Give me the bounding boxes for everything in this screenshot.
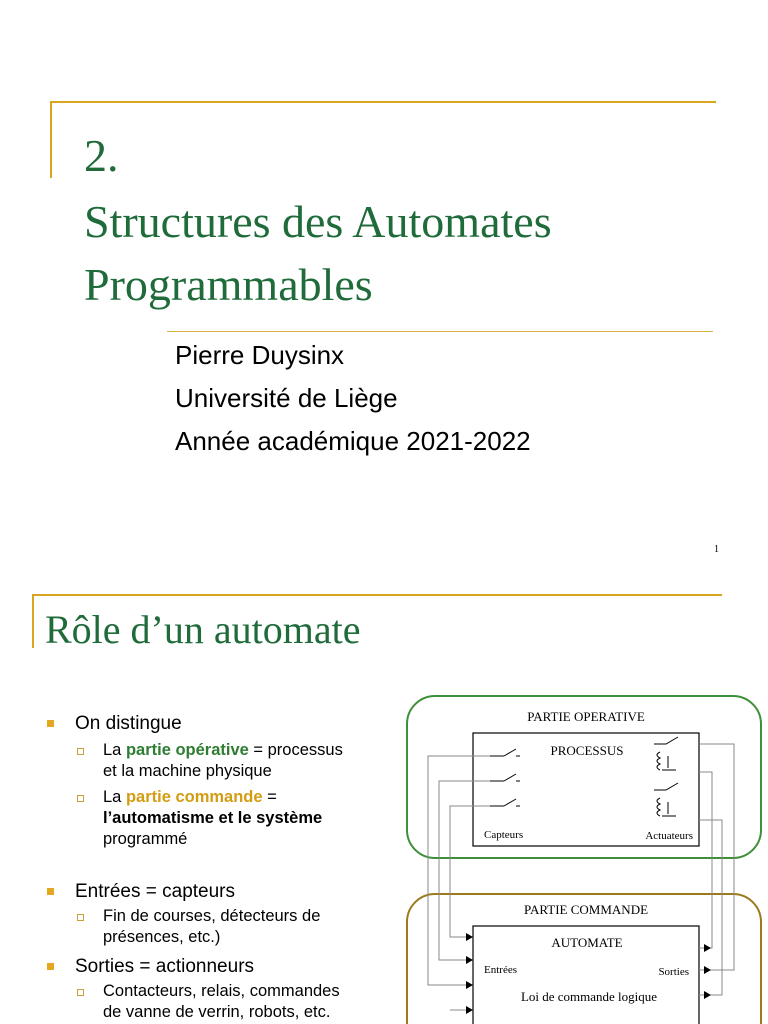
input-wiring bbox=[428, 756, 490, 1010]
slide-title-line2: Programmables bbox=[84, 259, 373, 310]
automate-label: AUTOMATE bbox=[551, 935, 623, 950]
sub-bullet-partie-operative-line2: et la machine physique bbox=[103, 762, 272, 780]
actuator-coils bbox=[654, 737, 678, 816]
output-arrows bbox=[704, 944, 711, 999]
actuateurs-label: Actuateurs bbox=[645, 830, 693, 842]
loi-commande-label: Loi de commande logique bbox=[520, 989, 658, 1004]
entrees-label: Entrées bbox=[484, 964, 517, 976]
sensor-contacts bbox=[490, 749, 520, 806]
bullet-on-distingue: On distingue bbox=[75, 713, 182, 734]
sub-bullet-partie-commande: La partie commande = bbox=[103, 788, 277, 806]
sub-bullet-partie-operative: La partie opérative = processus bbox=[103, 741, 343, 759]
slide2-title: Rôle d’un automate bbox=[45, 607, 361, 652]
sub-bullet-capteurs-line2: présences, etc.) bbox=[103, 928, 221, 946]
page-number: 1 bbox=[714, 544, 719, 555]
sub-bullet-actionneurs-line2: de vanne de verrin, robots, etc. bbox=[103, 1003, 331, 1021]
bullet-sorties: Sorties = actionneurs bbox=[75, 956, 255, 977]
university-name: Université de Liège bbox=[175, 383, 398, 413]
sub-bullet-partie-commande-line2: l’automatisme et le système bbox=[103, 809, 323, 827]
partie-commande-label: PARTIE COMMANDE bbox=[523, 902, 649, 917]
sub-bullet-actionneurs-line1: Contacteurs, relais, commandes bbox=[103, 982, 340, 1000]
bullet-entrees: Entrées = capteurs bbox=[75, 881, 236, 902]
slide-title-line1: Structures des Automates bbox=[84, 196, 552, 247]
processus-label: PROCESSUS bbox=[550, 743, 624, 758]
output-wiring bbox=[699, 744, 734, 995]
sorties-label: Sorties bbox=[658, 966, 689, 978]
academic-year: Année académique 2021-2022 bbox=[175, 426, 531, 456]
sub-bullet-capteurs-line1: Fin de courses, détecteurs de bbox=[103, 907, 321, 925]
partie-operative-label: PARTIE OPERATIVE bbox=[527, 709, 645, 724]
capteurs-label: Capteurs bbox=[484, 829, 524, 841]
input-arrows bbox=[466, 933, 473, 1014]
author-name: Pierre Duysinx bbox=[175, 340, 345, 370]
slide-number: 2. bbox=[84, 130, 119, 181]
sub-bullet-partie-commande-line3: programmé bbox=[103, 830, 188, 848]
